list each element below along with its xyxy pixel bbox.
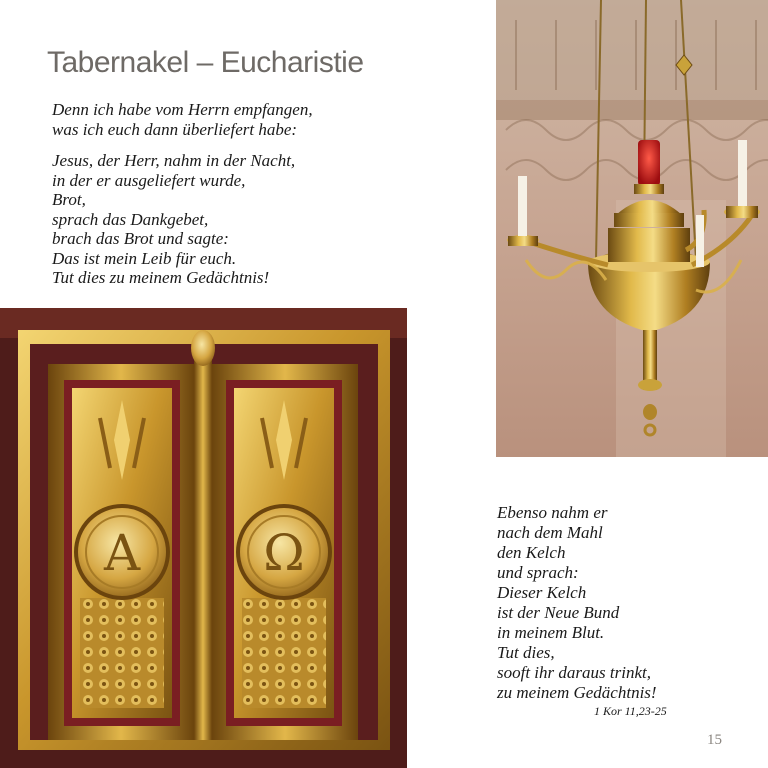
quote-line: sprach das Dankgebet,: [52, 209, 209, 229]
tabernacle-photo: [0, 308, 407, 768]
bible-reference: 1 Kor 11,23-25: [594, 704, 667, 718]
quote-line: sooft ihr daraus trinkt,: [497, 663, 651, 682]
quote-line: was ich euch dann überliefert habe:: [52, 119, 298, 139]
page-number: 15: [707, 732, 722, 748]
quote-line: Tut dies,: [497, 643, 555, 662]
quote-line: ist der Neue Bund: [497, 603, 620, 622]
scripture-quote-bottom: [497, 503, 657, 703]
alpha-letter: A: [103, 524, 141, 582]
omega-letter: Ω: [263, 524, 305, 582]
page-title: Tabernakel – Eucharistie: [47, 46, 364, 79]
quote-line: Tut dies zu meinem Gedächtnis!: [52, 268, 270, 287]
sanctuary-lamp-photo: [496, 0, 768, 457]
scripture-quote-top: [52, 100, 313, 288]
quote-line: Denn ich habe vom Herrn empfangen,: [52, 100, 313, 119]
quote-line: Dieser Kelch: [497, 583, 587, 602]
quote-line: zu meinem Gedächtnis!: [497, 683, 657, 702]
quote-line: Jesus, der Herr, nahm in der Nacht,: [52, 151, 296, 170]
quote-line: den Kelch: [497, 543, 566, 562]
quote-line: brach das Brot und sagte:: [52, 229, 229, 248]
quote-line: in der er ausgeliefert wurde,: [52, 170, 246, 190]
quote-line: und sprach:: [497, 563, 579, 582]
quote-line: Das ist mein Leib für euch.: [52, 248, 237, 268]
quote-line: Brot,: [52, 190, 86, 209]
quote-line: in meinem Blut.: [497, 623, 605, 642]
quote-line: nach dem Mahl: [497, 523, 603, 542]
quote-line: Ebenso nahm er: [497, 503, 608, 522]
